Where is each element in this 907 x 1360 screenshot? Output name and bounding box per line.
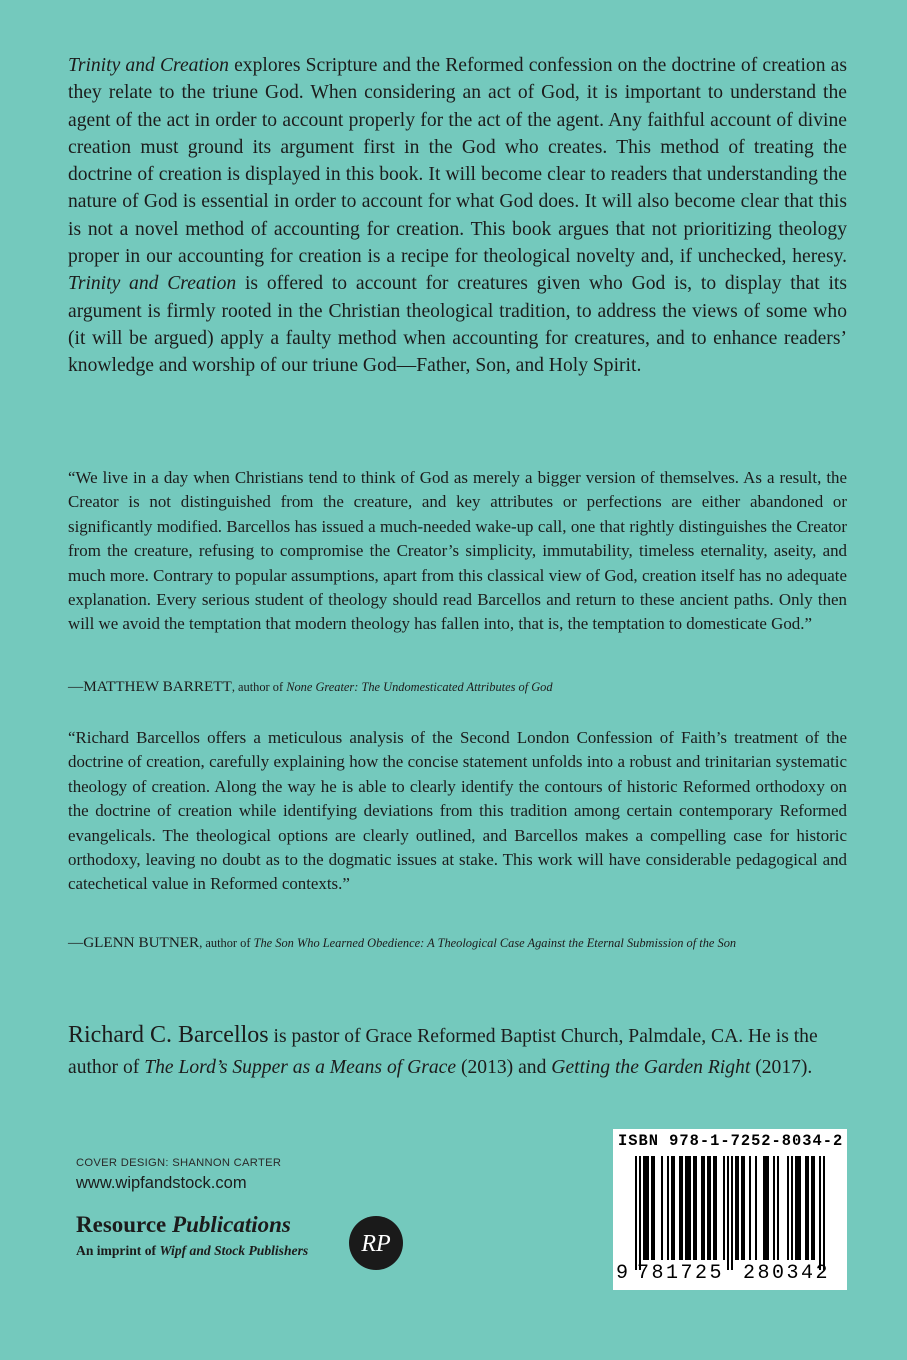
barcode-bar [647, 1156, 649, 1260]
endorser-book: None Greater: The Undomesticated Attributes of God [286, 680, 553, 694]
barcode [613, 1129, 847, 1290]
barcode-bar [639, 1156, 641, 1270]
barcode-bar [709, 1156, 711, 1260]
barcode-bar [707, 1156, 709, 1260]
attribution-dash: — [68, 678, 84, 695]
publisher-imprint [76, 1243, 308, 1259]
publisher-name-word: Resource [76, 1212, 167, 1237]
barcode-bar [715, 1156, 717, 1260]
endorsement-quote: “Richard Barcellos offers a meticulous analysis of the Second London Confession of Faith’s treatment of the doctrine of creation, carefully explaining how the concise statement unfolds into a robust and trinitarian systematic theology of creation. Along the way he is able to clearly identify the contours of historic Reformed orthodoxy on the doctrine of creation while identifying deviations from this tradition among certain contemporary Reformed evangelicals. The theological options are clearly outlined, and Barcellos makes a compelling case for historic orthodoxy, leaving no doubt as to the dogmatic issues at stake. This work will have considerable pedagogical and catechetical value in Reformed contexts.” [68, 728, 847, 894]
book-description [68, 52, 847, 380]
barcode-bar [743, 1156, 745, 1260]
cover-design-credit: COVER DESIGN: SHANNON CARTER [76, 1157, 282, 1169]
barcode-left-digits: 781725 [637, 1262, 725, 1285]
barcode-bar [703, 1156, 705, 1260]
isbn-number: ISBN 978-1-7252-8034-2 [618, 1132, 844, 1150]
book-title: Trinity and Creation [68, 273, 237, 295]
barcode-bar [645, 1156, 647, 1260]
barcode-bar [797, 1156, 799, 1260]
barcode-bar [735, 1156, 737, 1260]
barcode-bar [687, 1156, 689, 1260]
publisher-logo-icon [348, 1215, 404, 1271]
barcode-bar [643, 1156, 645, 1260]
author-name: Richard C. Barcellos [68, 1022, 269, 1048]
barcode-bar [723, 1156, 725, 1260]
barcode-bar [823, 1156, 825, 1270]
barcode-bar [749, 1156, 751, 1260]
barcode-bar [661, 1156, 663, 1260]
barcode-bar [767, 1156, 769, 1260]
logo-monogram: RP [361, 1231, 391, 1257]
author-of-text: , author of [199, 936, 254, 950]
barcode-bar [667, 1156, 669, 1260]
barcode-bar [693, 1156, 695, 1260]
bio-book-title: Getting the Garden Right [551, 1057, 751, 1078]
author-of-text: , author of [231, 680, 287, 694]
barcode-bar [741, 1156, 743, 1260]
barcode-bar [765, 1156, 767, 1260]
barcode-bar [653, 1156, 655, 1260]
bio-text: (2017). [750, 1057, 813, 1078]
barcode-bar [651, 1156, 653, 1260]
imprint-prefix: An imprint of [76, 1243, 160, 1258]
bio-text: (2013) and [456, 1057, 552, 1078]
imprint-name: Wipf and Stock Publishers [159, 1243, 309, 1258]
barcode-bar [805, 1156, 807, 1260]
barcode-bar [787, 1156, 789, 1260]
endorser-name: MATTHEW BARRETT [83, 678, 232, 695]
bio-text: is pastor of Grace Reformed Baptist Church, Palmdale, CA. He is the author of [68, 1026, 818, 1078]
barcode-bar [795, 1156, 797, 1260]
barcode-bar [773, 1156, 775, 1260]
barcode-bar [727, 1156, 729, 1270]
barcode-bar [689, 1156, 691, 1260]
barcode-first-digit: 9 [616, 1262, 629, 1285]
barcode-bar [737, 1156, 739, 1260]
book-title: Trinity and Creation [68, 55, 229, 76]
barcode-bar [671, 1156, 673, 1260]
barcode-bar [799, 1156, 801, 1260]
barcode-right-digits: 280342 [743, 1262, 831, 1285]
barcode-bar [679, 1156, 681, 1260]
barcode-bar [713, 1156, 715, 1260]
barcode-bar [819, 1156, 821, 1270]
barcode-bar [807, 1156, 809, 1260]
attribution-dash: — [68, 934, 84, 951]
bio-book-title: The Lord’s Supper as a Means of Grace [144, 1057, 457, 1078]
endorsement-quote: “We live in a day when Christians tend to think of God as merely a bigger version of themselves. As a result, the Creator is not distinguished from the creature, and key attributes or perfections are either abandoned or significantly modified. Barcellos has issued a much-needed wake-up call, one that rightly distinguishes the Creator from the creature, refusing to compromise the Creator’s simplicity, immutability, timeless eternality, aseity, and much more. Contrary to popular assumptions, apart from this classical view of God, creation itself has no adequate explanation. Every serious student of theology should read Barcellos and return to these ancient paths. Only then will we avoid the temptation that modern theology has fallen into, that is, the temptation to domesticate God.” [68, 468, 847, 634]
barcode-bar [755, 1156, 757, 1260]
publisher-website[interactable]: www.wipfandstock.com [76, 1174, 247, 1192]
barcode-bar [701, 1156, 703, 1260]
barcode-bar [685, 1156, 687, 1260]
barcode-bar [777, 1156, 779, 1260]
barcode-bar [695, 1156, 697, 1260]
barcode-digits [613, 1262, 847, 1288]
endorsement-attribution [68, 934, 868, 952]
endorser-book: The Son Who Learned Obedience: A Theological Case Against the Eternal Submission of the Son [253, 936, 737, 950]
endorser-name: GLENN BUTNER [83, 934, 200, 951]
barcode-bar [681, 1156, 683, 1260]
description-text: explores Scripture and the Reformed confession on the doctrine of creation as they relate to the triune God. When considering an act of God, it is important to understand the agent of the act in order to account properly for the act of the agent. Any faithful account of divine creation must ground its argument first in the God who creates. This method of treating the doctrine of creation is displayed in this book. It will become clear to readers that understanding the nature of God is essential in order to account for what God does. It will also become clear that this is not a novel method of accounting for creation. This book argues that not prioritizing theology proper in our accounting for creation is a recipe for theological novelty and, if unchecked, heresy. [68, 55, 847, 268]
author-bio [68, 1020, 858, 1083]
barcode-bar [791, 1156, 793, 1260]
publisher-name-word: Publications [172, 1212, 291, 1237]
endorsement-attribution [68, 678, 868, 696]
barcode-bar [763, 1156, 765, 1260]
publisher-name [76, 1212, 291, 1238]
barcode-bar [813, 1156, 815, 1260]
description-text: is offered to account for creatures given who God is, to display that its argument is firmly rooted in the Christian theological tradition, to address the views of some who (it will be argued) apply a faulty method when accounting for creatures, and to enhance readers’ knowledge and worship of our triune God—Father, Son, and Holy Spirit. [68, 273, 847, 377]
barcode-bar [811, 1156, 813, 1260]
barcode-bar [635, 1156, 637, 1270]
barcode-bar [673, 1156, 675, 1260]
barcode-bar [731, 1156, 733, 1270]
